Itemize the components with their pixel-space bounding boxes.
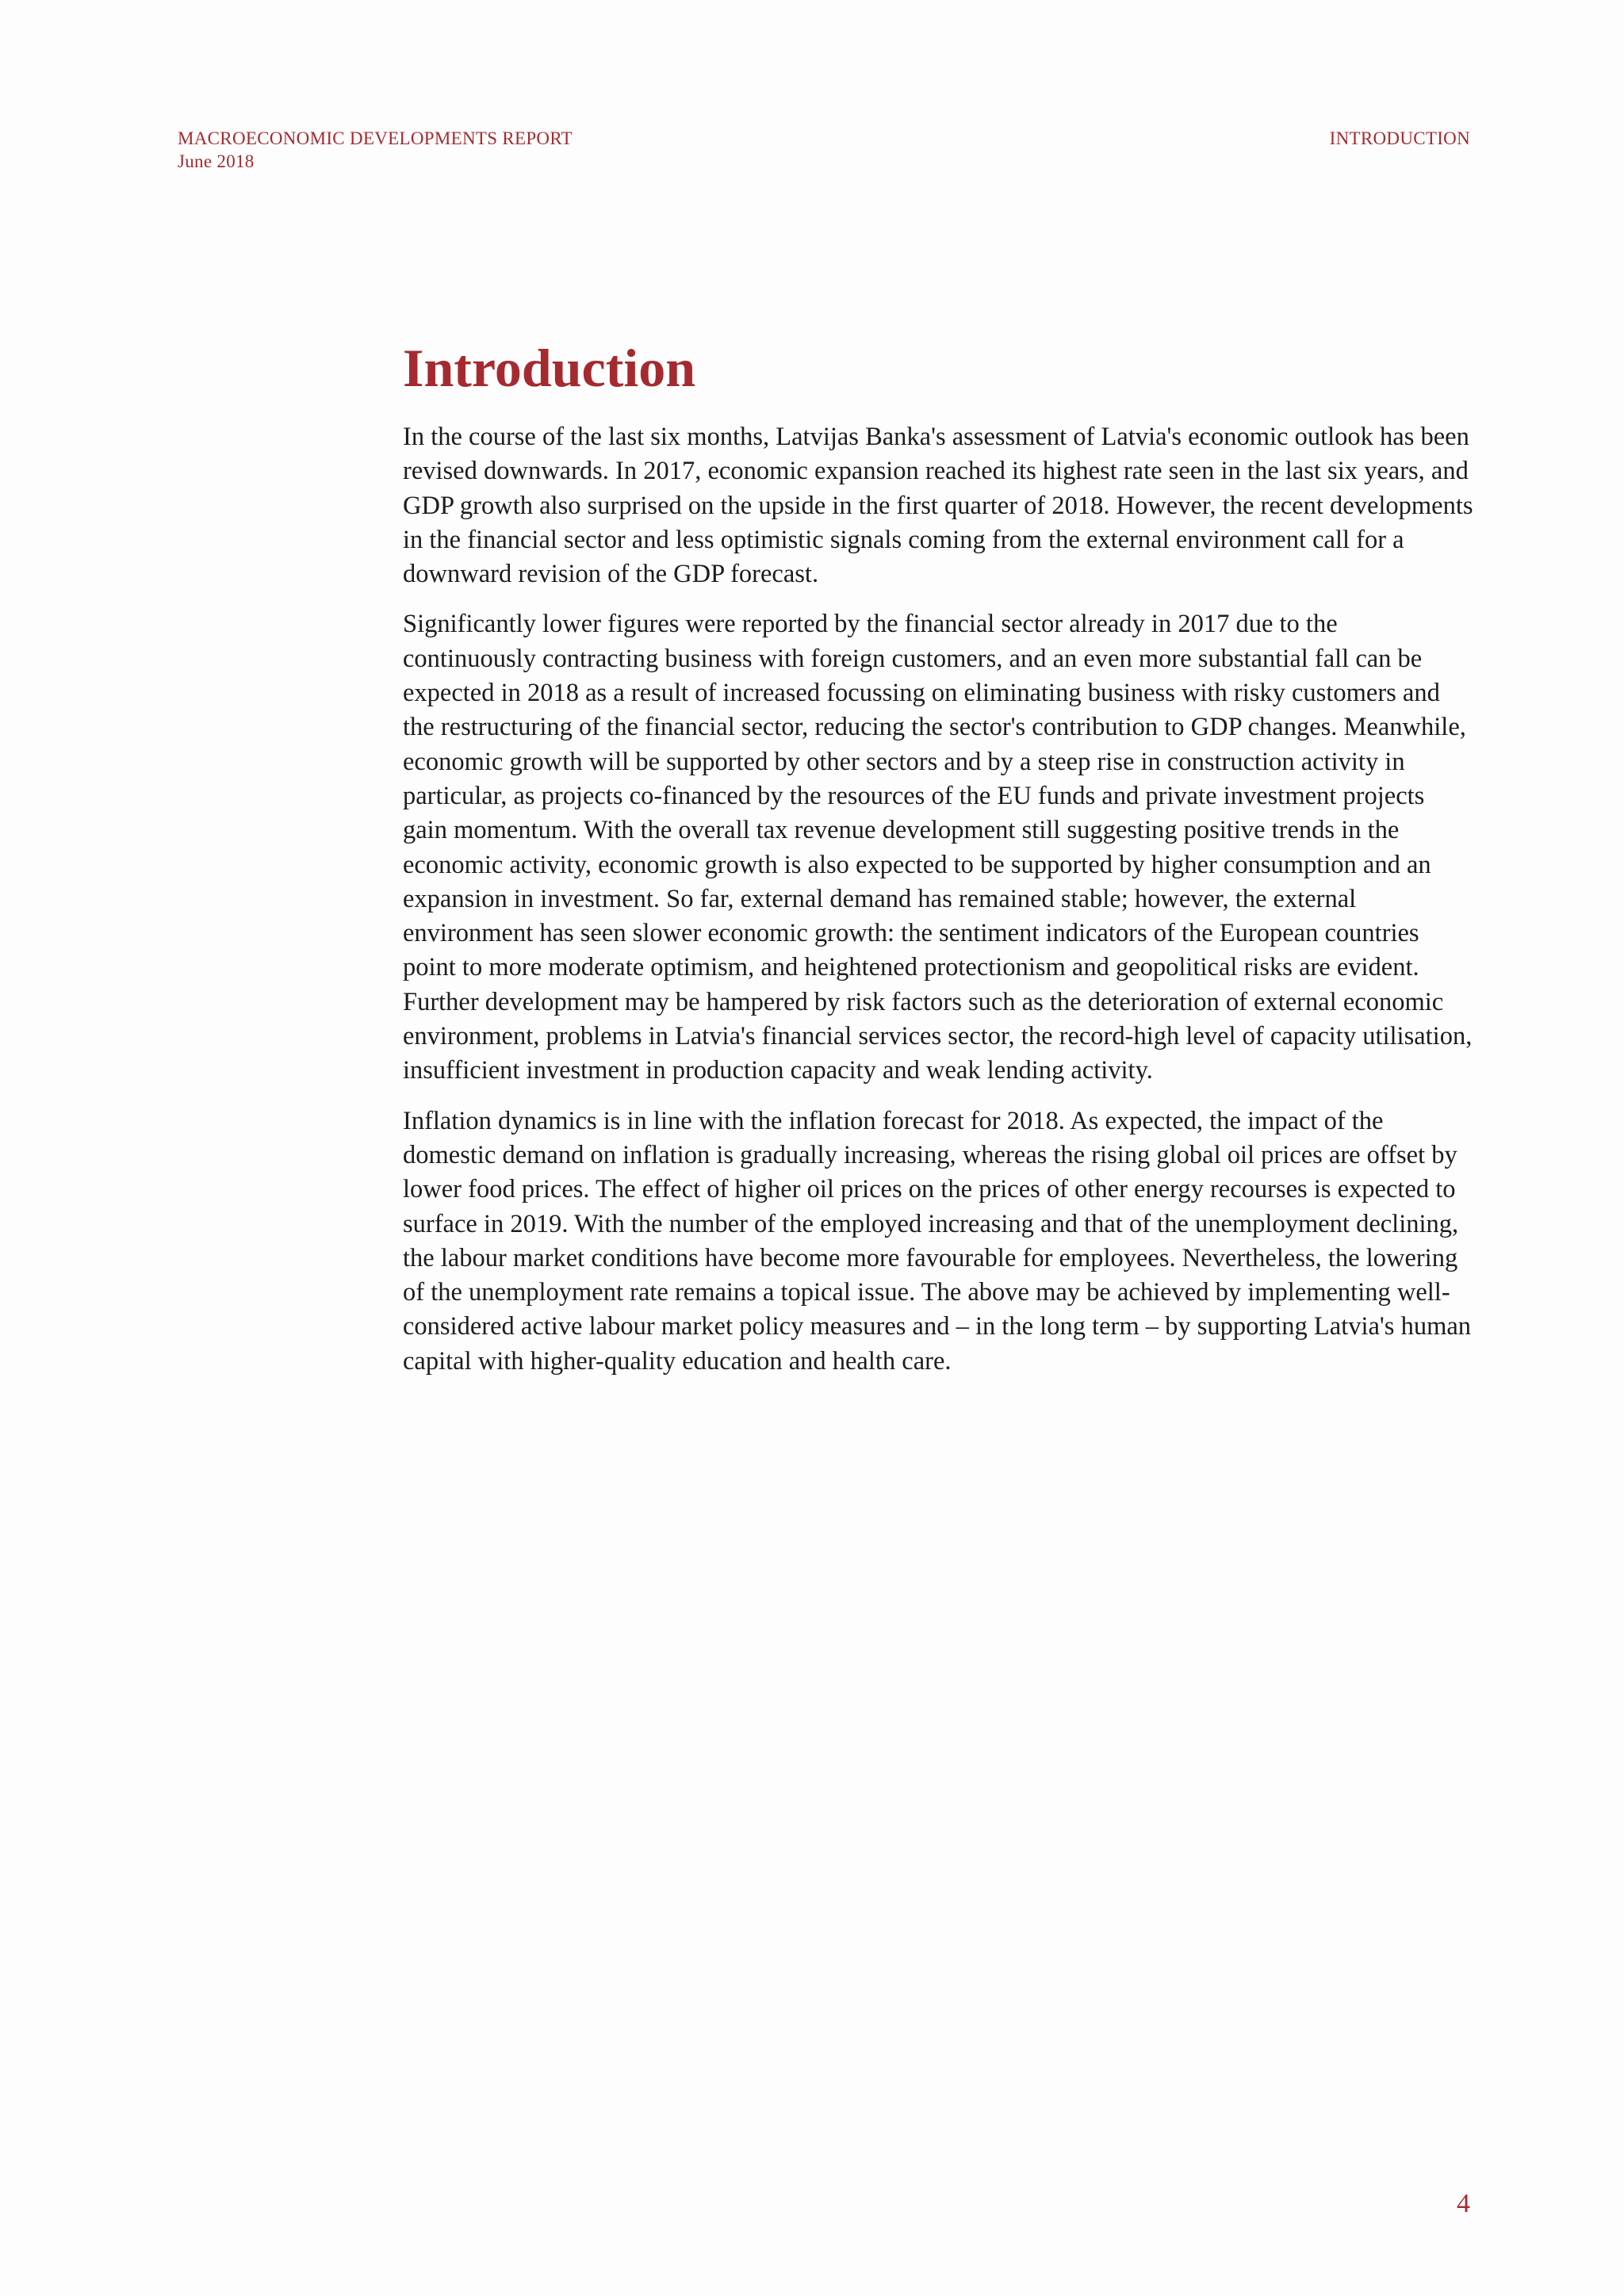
page-number: 4	[1457, 2189, 1470, 2218]
page-title: Introduction	[403, 338, 696, 398]
paragraph-3: Inflation dynamics is in line with the inflation forecast for 2018. As expected, the impact of the domestic demand on inflation is gradually increasing, whereas the rising global oil prices are offset by lower food prices. The effect of higher oil prices on the prices of other energy recourses is expected to surface in 2019. With the number of the employed increasing and that of the unemployment declining, the labour market conditions have become more favourable for employees. Nevertheless, the lowering of the unemployment rate remains a topical issue. The above may be achieved by implementing well-considered active labour market policy measures and – in the long term – by supporting Latvia's human capital with higher-quality education and health care.	[403, 1106, 1472, 1376]
report-date: June 2018	[178, 151, 255, 171]
section-name: INTRODUCTION	[1329, 128, 1470, 148]
report-title: MACROECONOMIC DEVELOPMENTS REPORT	[178, 128, 573, 148]
paragraph-1: In the course of the last six months, Latvijas Banka's assessment of Latvia's economic outlook has been revised downwards. In 2017, economic expansion reached its highest rate seen in the last six years, and GDP growth also surprised on the upside in the first quarter of 2018. However, the recent developments in the financial sector and less optimistic signals coming from the external environment call for a downward revision of the GDP forecast.	[403, 423, 1473, 589]
main-content	[403, 333, 1475, 1395]
header-left	[178, 127, 573, 173]
paragraph-2: Significantly lower figures were reported by the financial sector already in 2017 due to the continuously contracting business with foreign customers, and an even more substantial fall can be expected in 2018 as a result of increased focussing on eliminating business with risky customers and the restructuring of the financial sector, reducing the sector's contribution to GDP changes. Meanwhile, economic growth will be supported by other sectors and by a steep rise in construction activity in particular, as projects co-financed by the resources of the EU funds and private investment projects gain momentum. With the overall tax revenue development still suggesting positive trends in the economic activity, economic growth is also expected to be supported by higher consumption and an expansion in investment. So far, external demand has remained stable; however, the external environment has seen slower economic growth: the sentiment indicators of the European countries point to more moderate optimism, and heightened protectionism and geopolitical risks are evident. Further development may be hampered by risk factors such as the deterioration of external economic environment, problems in Latvia's financial services sector, the record-high level of capacity utilisation, insufficient investment in production capacity and weak lending activity.	[403, 610, 1473, 1085]
